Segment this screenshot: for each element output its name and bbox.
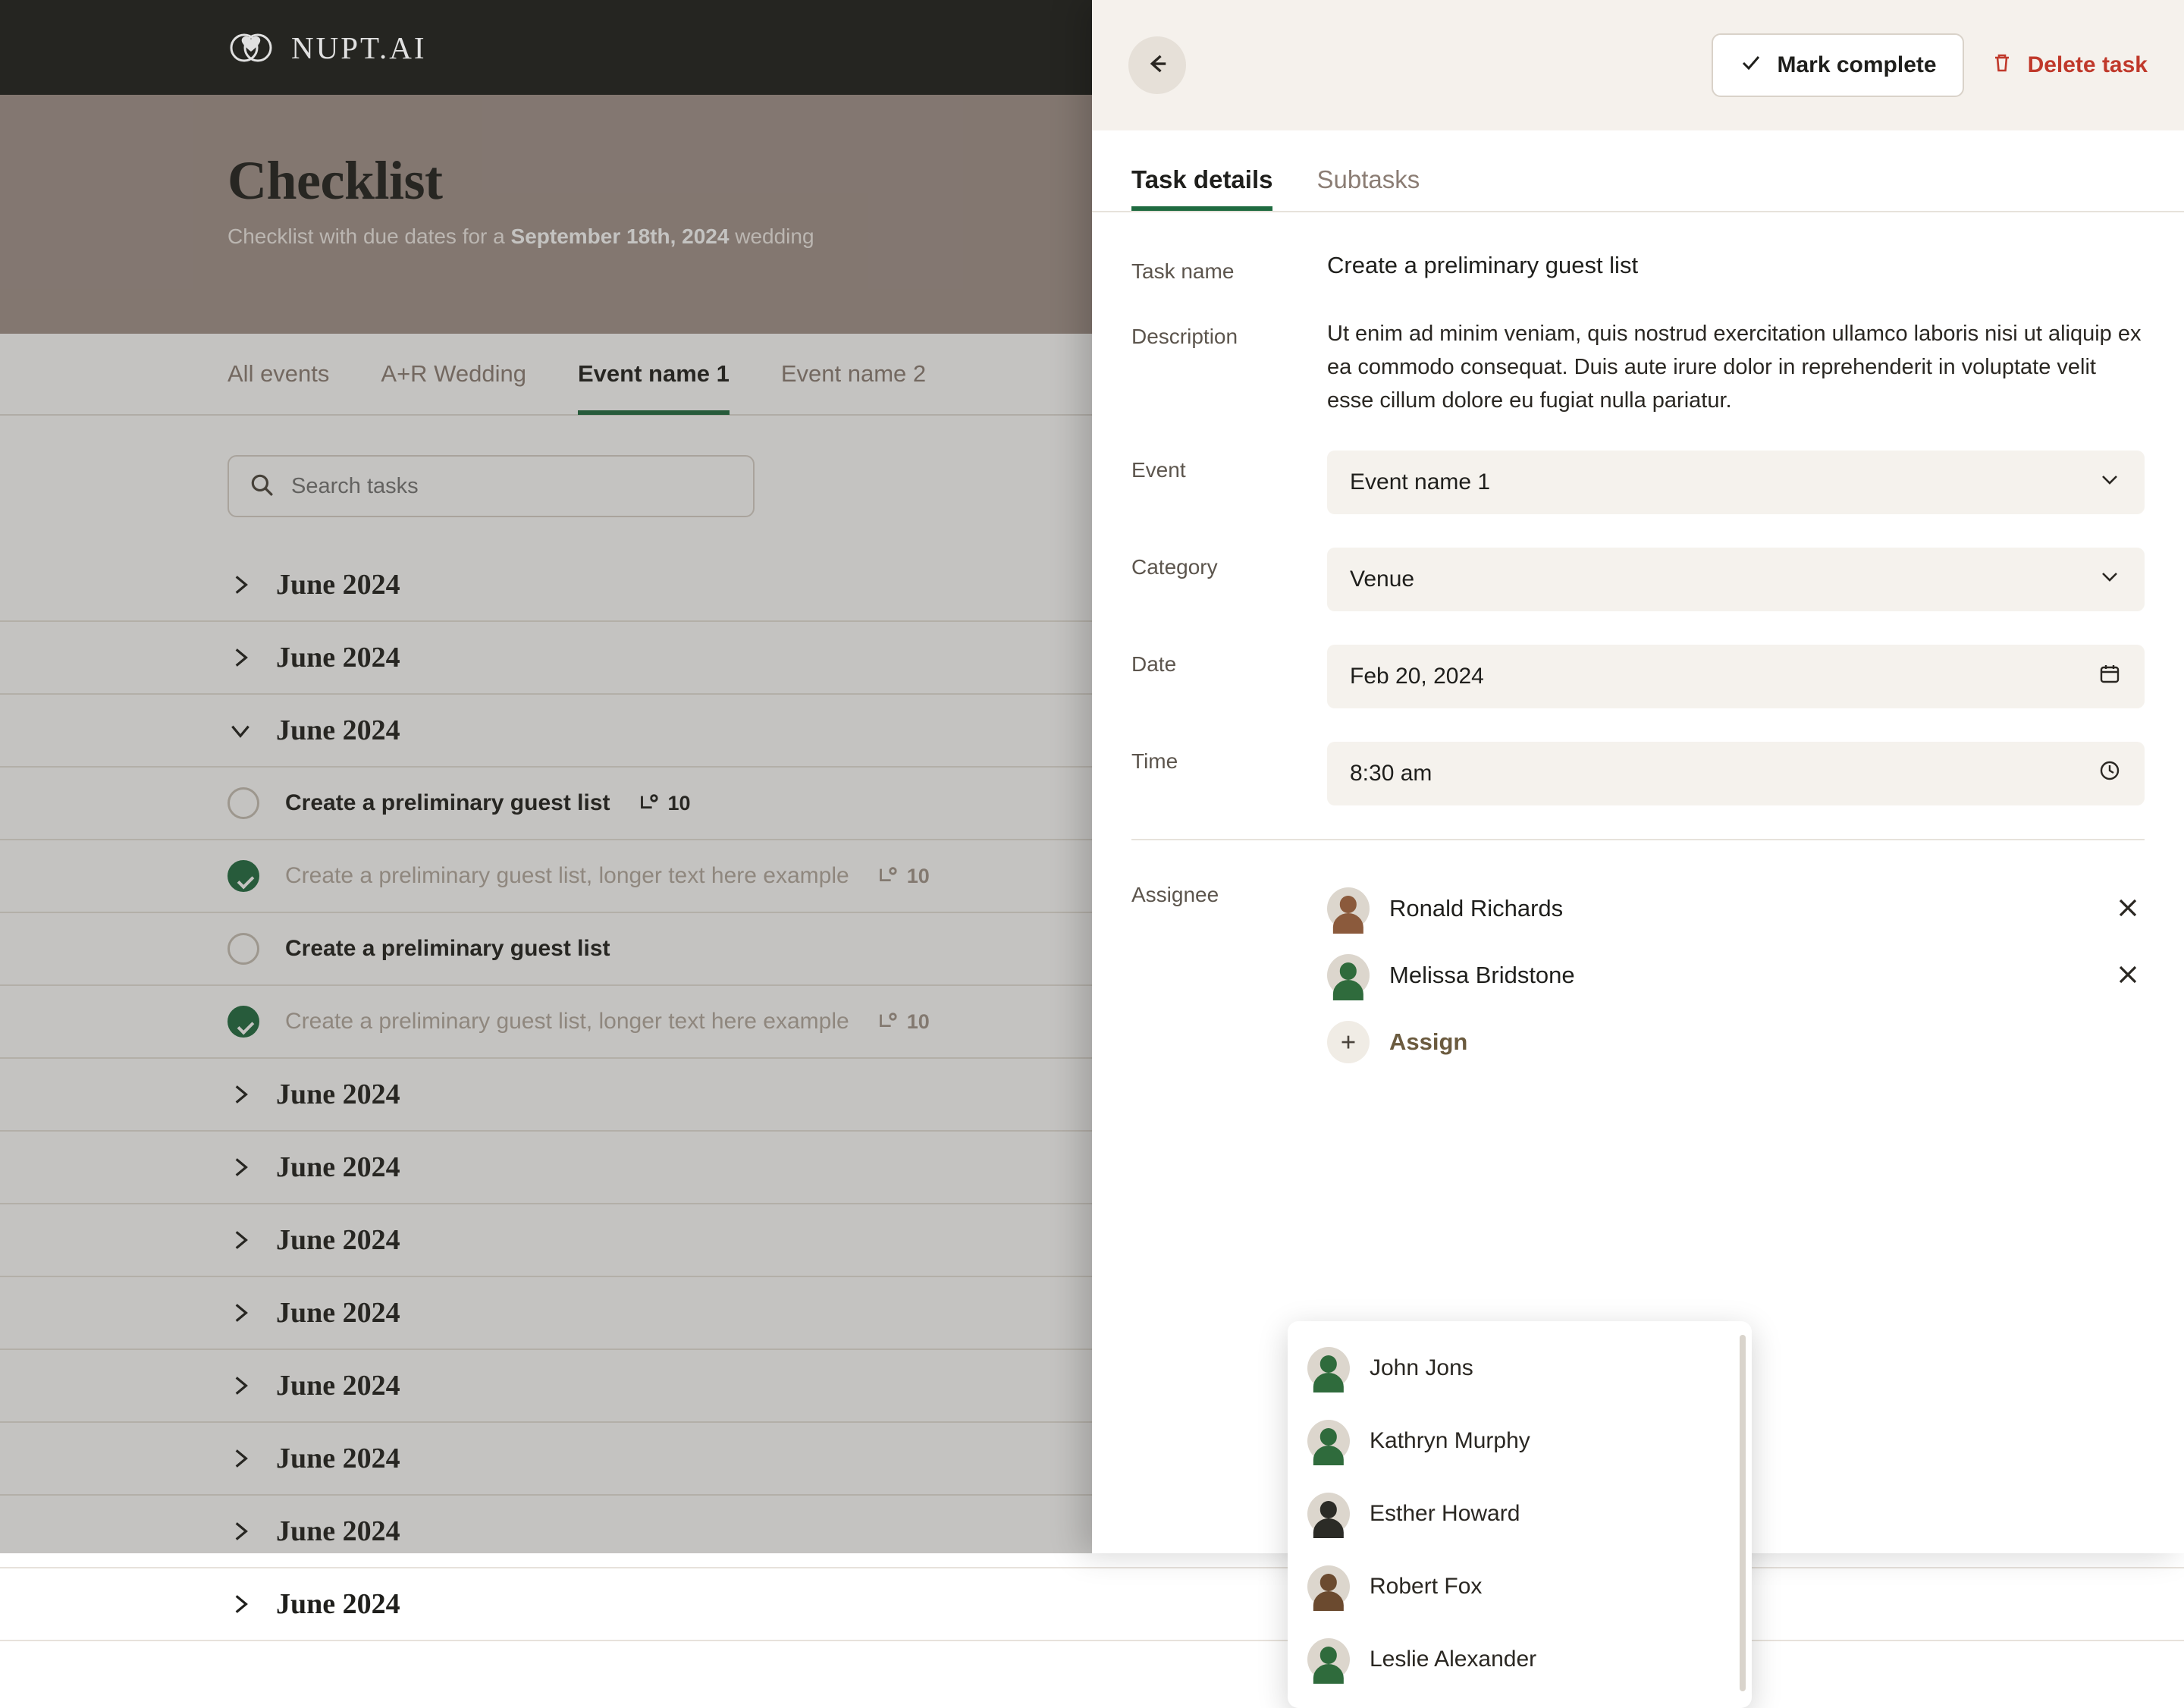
avatar bbox=[1307, 1565, 1350, 1608]
field-date bbox=[1131, 645, 2145, 708]
chevron-down-icon bbox=[2098, 564, 2122, 595]
month-label: June 2024 bbox=[276, 569, 400, 601]
list-item[interactable] bbox=[1288, 1332, 1752, 1405]
assign-dropdown[interactable] bbox=[1288, 1321, 1752, 1708]
page-title: Checklist bbox=[228, 150, 443, 211]
overlay-scrim[interactable] bbox=[0, 95, 1092, 1553]
avatar bbox=[1307, 1493, 1350, 1535]
month-label: June 2024 bbox=[276, 1370, 400, 1402]
trash-icon bbox=[1990, 50, 2014, 80]
date-value: Feb 20, 2024 bbox=[1350, 664, 1484, 689]
field-task-name bbox=[1131, 252, 2145, 284]
field-label: Time bbox=[1131, 749, 1178, 774]
subtask-count-value: 10 bbox=[667, 791, 691, 815]
tab-label: Subtasks bbox=[1316, 165, 1420, 193]
dropdown-option-label: Robert Fox bbox=[1370, 1574, 1483, 1599]
list-item[interactable] bbox=[1288, 1623, 1752, 1696]
field-time bbox=[1131, 742, 2145, 805]
avatar bbox=[1307, 1420, 1350, 1462]
drawer-tabs bbox=[1092, 130, 2184, 212]
tab-task-details[interactable] bbox=[1131, 165, 1272, 211]
assign-button[interactable] bbox=[1327, 1009, 2145, 1075]
field-label: Category bbox=[1131, 555, 1218, 579]
overlay-scrim-top bbox=[0, 0, 1092, 95]
avatar bbox=[1327, 954, 1370, 997]
category-select-value: Venue bbox=[1350, 567, 1415, 592]
event-select[interactable] bbox=[1327, 451, 2145, 514]
month-label: June 2024 bbox=[276, 714, 400, 746]
field-label: Task name bbox=[1131, 259, 1235, 283]
field-event bbox=[1131, 451, 2145, 514]
task-title: Create a preliminary guest list, longer text here example bbox=[285, 863, 849, 888]
mark-complete-button[interactable] bbox=[1712, 33, 1963, 97]
month-label: June 2024 bbox=[276, 1297, 400, 1329]
dropdown-option-label: Kathryn Murphy bbox=[1370, 1428, 1530, 1453]
section-divider bbox=[1131, 839, 2145, 840]
assign-label: Assign bbox=[1389, 1028, 1468, 1056]
field-category bbox=[1131, 548, 2145, 611]
month-label: June 2024 bbox=[276, 1078, 400, 1110]
avatar bbox=[1307, 1638, 1350, 1681]
avatar bbox=[1307, 1347, 1350, 1389]
drawer-header-actions bbox=[1712, 33, 2148, 97]
time-value: 8:30 am bbox=[1350, 761, 1432, 786]
drawer-body bbox=[1092, 212, 2184, 1672]
subtask-count-value: 10 bbox=[906, 1009, 930, 1033]
assignee-name: Ronald Richards bbox=[1389, 895, 1564, 922]
assignee-section bbox=[1131, 875, 2145, 1075]
list-item[interactable] bbox=[1288, 1550, 1752, 1623]
delete-task-button[interactable] bbox=[1990, 50, 2148, 80]
tab-label: Task details bbox=[1131, 165, 1273, 193]
task-title: Create a preliminary guest list bbox=[285, 936, 610, 961]
tab-label: A+R Wedding bbox=[381, 360, 526, 387]
assignee-name: Melissa Bridstone bbox=[1389, 962, 1575, 989]
avatar bbox=[1327, 887, 1370, 930]
close-icon[interactable] bbox=[2113, 893, 2145, 925]
subtask-count-value: 10 bbox=[906, 864, 930, 887]
assignee-list bbox=[1327, 875, 2145, 1075]
month-label: June 2024 bbox=[276, 1151, 400, 1183]
task-name-value[interactable]: Create a preliminary guest list bbox=[1327, 252, 1639, 278]
dropdown-scrollbar[interactable] bbox=[1740, 1335, 1746, 1691]
task-title: Create a preliminary guest list bbox=[285, 790, 610, 815]
tab-label: Event name 1 bbox=[577, 360, 730, 387]
back-button[interactable] bbox=[1128, 36, 1186, 94]
field-label: Event bbox=[1131, 458, 1186, 482]
field-label: Description bbox=[1131, 325, 1238, 348]
chevron-down-icon bbox=[2098, 467, 2122, 498]
delete-task-label: Delete task bbox=[2027, 52, 2148, 77]
month-label: June 2024 bbox=[276, 642, 400, 673]
chevron-right-icon bbox=[228, 1591, 253, 1617]
mark-complete-label: Mark complete bbox=[1777, 52, 1937, 77]
tab-label: Event name 2 bbox=[780, 360, 927, 387]
check-icon bbox=[1739, 50, 1763, 80]
subtitle-post: wedding bbox=[729, 224, 814, 248]
time-input[interactable] bbox=[1327, 742, 2145, 805]
brand-name: NUPT.AI bbox=[291, 30, 427, 65]
dropdown-option-label: Esther Howard bbox=[1370, 1501, 1520, 1526]
drawer-header bbox=[1092, 0, 2184, 130]
list-item[interactable] bbox=[1327, 942, 2145, 1009]
close-icon[interactable] bbox=[2113, 959, 2145, 991]
tab-subtasks[interactable] bbox=[1316, 165, 1420, 211]
list-item[interactable] bbox=[1288, 1477, 1752, 1550]
field-label: Assignee bbox=[1131, 883, 1219, 907]
date-input[interactable] bbox=[1327, 645, 2145, 708]
month-label: June 2024 bbox=[276, 1443, 400, 1474]
calendar-icon[interactable] bbox=[2098, 661, 2122, 692]
list-item[interactable] bbox=[1327, 875, 2145, 942]
subtitle-date: September 18th, 2024 bbox=[510, 224, 730, 248]
category-select[interactable] bbox=[1327, 548, 2145, 611]
list-item[interactable] bbox=[1288, 1405, 1752, 1477]
dropdown-option-label: John Jons bbox=[1370, 1355, 1473, 1380]
field-description bbox=[1131, 317, 2145, 417]
month-label: June 2024 bbox=[276, 1224, 400, 1256]
event-select-value: Event name 1 bbox=[1350, 469, 1491, 495]
month-group-header[interactable] bbox=[0, 1568, 2184, 1641]
month-label: June 2024 bbox=[276, 1588, 400, 1620]
task-title: Create a preliminary guest list, longer text here example bbox=[285, 1009, 849, 1034]
arrow-left-icon bbox=[1144, 50, 1171, 81]
month-label: June 2024 bbox=[276, 1515, 400, 1547]
description-value[interactable]: Ut enim ad minim veniam, quis nostrud exercitation ullamco laboris nisi ut aliquip ex ea commodo consequat. Duis aute irure dolor in reprehenderit in voluptate velit esse cillum dolore eu fugiat nulla pariatur. bbox=[1327, 322, 2142, 413]
clock-icon[interactable] bbox=[2098, 758, 2122, 789]
dropdown-option-label: Leslie Alexander bbox=[1370, 1647, 1537, 1672]
tab-label: All events bbox=[228, 360, 330, 387]
field-label: Date bbox=[1131, 652, 1177, 677]
plus-icon bbox=[1327, 1021, 1370, 1063]
task-details-drawer bbox=[1092, 0, 2184, 1672]
subtitle-pre: Checklist with due dates for a bbox=[228, 224, 511, 248]
